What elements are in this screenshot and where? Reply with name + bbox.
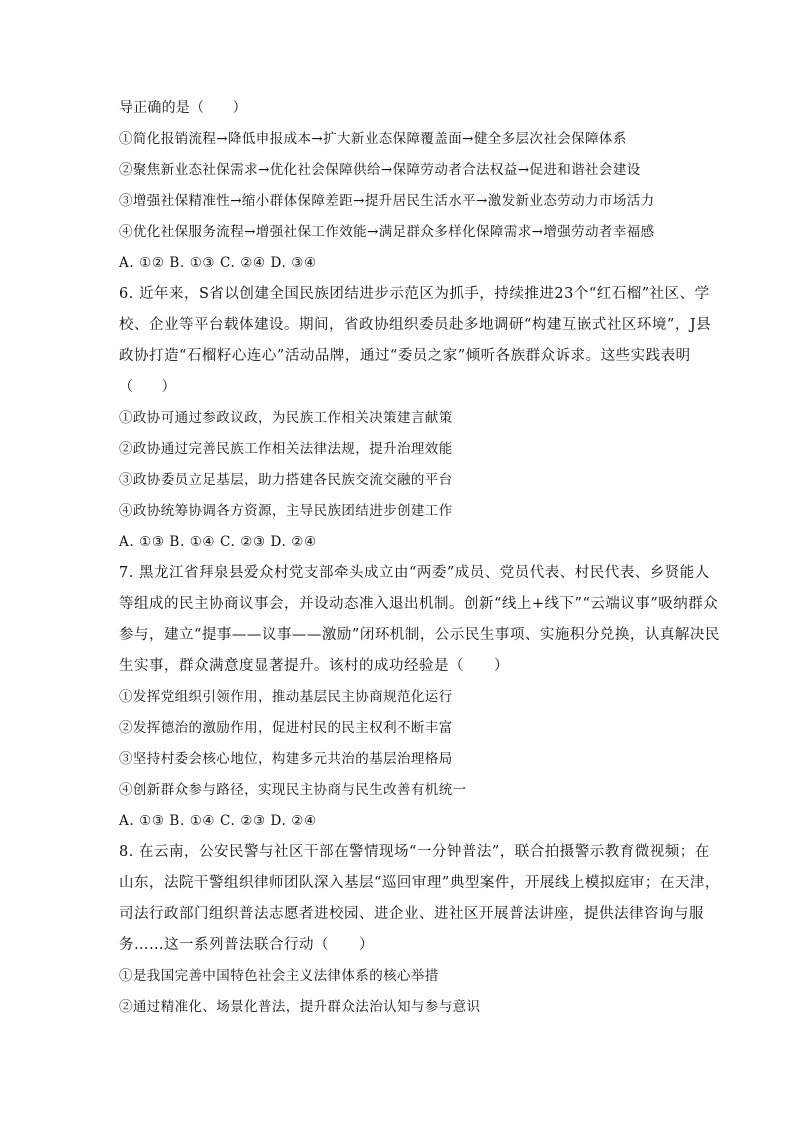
question-6-line: 政协打造“石榴籽心连心”活动品牌，通过“委员之家”倾听各族群众诉求。这些实践表明 bbox=[119, 348, 691, 364]
option-line: ①是我国完善中国特色社会主义法律体系的核心举措 bbox=[119, 968, 439, 984]
option-line: ②通过精准化、场景化普法，提升群众法治认知与参与意识 bbox=[119, 999, 481, 1015]
option-line: ③坚持村委会核心地位，构建多元共治的基层治理格局 bbox=[119, 751, 453, 767]
option-line: ④政协统筹协调各方资源，主导民族团结进步创建工作 bbox=[119, 503, 453, 519]
question-7-line: 参与，建立“提事——议事——激励”闭环机制，公示民生事项、实施积分兑换，认真解决民 bbox=[119, 627, 720, 643]
question-6-line: （ ） bbox=[119, 379, 176, 395]
question-6-line: 6. 近年来，S省以创建全国民族团结进步示范区为抓手，持续推进23个“红石榴”社区、学 bbox=[119, 286, 710, 302]
option-line: ②政协通过完善民族工作相关法律法规，提升治理效能 bbox=[119, 441, 453, 457]
option-line: ④优化社保服务流程→增强社保工作效能→满足群众多样化保障需求→增强劳动者幸福感 bbox=[119, 224, 655, 240]
option-line: ①简化报销流程→降低申报成本→扩大新业态保障覆盖面→健全多层次社会保障体系 bbox=[119, 131, 627, 147]
question-7-line: 生实事，群众满意度显著提升。该村的成功经验是（ ） bbox=[119, 658, 509, 674]
option-line: ③政协委员立足基层，助力搭建各民族交流交融的平台 bbox=[119, 472, 453, 488]
answer-choices: A. ①③ B. ①④ C. ②③ D. ②④ bbox=[119, 534, 317, 550]
option-line: ③增强社保精准性→缩小群体保障差距→提升居民生活水平→激发新业态劳动力市场活力 bbox=[119, 193, 655, 209]
option-line: ④创新群众参与路径，实现民主协商与民生改善有机统一 bbox=[119, 782, 467, 798]
option-line: ②聚焦新业态社保需求→优化社会保障供给→保障劳动者合法权益→促进和谐社会建设 bbox=[119, 162, 641, 178]
question-stem-continuation: 导正确的是（ ） bbox=[119, 100, 247, 116]
question-8-line: 8. 在云南，公安民警与社区干部在警情现场“一分钟普法”，联合拍摄警示教育微视频；在 bbox=[119, 844, 710, 860]
question-8-line: 司法行政部门组织普法志愿者进校园、进企业、进社区开展普法讲座，提供法律咨询与服 bbox=[119, 906, 704, 922]
option-line: ②发挥德治的激励作用，促进村民的民主权利不断丰富 bbox=[119, 720, 453, 736]
document-page bbox=[119, 98, 720, 1028]
answer-choices: A. ①② B. ①③ C. ②④ D. ③④ bbox=[119, 255, 317, 271]
question-7-line: 7. 黑龙江省拜泉县爱众村党支部牵头成立由“两委”成员、党员代表、村民代表、乡贤能人 bbox=[119, 565, 710, 581]
option-line: ①政协可通过参政议政，为民族工作相关决策建言献策 bbox=[119, 410, 453, 426]
question-7-line: 等组成的民主协商议事会，并设动态准入退出机制。创新“线上+线下”“云端议事”吸纳群众 bbox=[119, 596, 719, 612]
question-8-line: 务……这一系列普法联合行动（ ） bbox=[119, 937, 374, 953]
question-6-line: 校、企业等平台载体建设。期间，省政协组织委员赴多地调研“构建互嵌式社区环境”，J县 bbox=[119, 317, 712, 333]
answer-choices: A. ①③ B. ①④ C. ②③ D. ②④ bbox=[119, 813, 317, 829]
question-8-line: 山东，法院干警组织律师团队深入基层“巡回审理”典型案件，开展线上模拟庭审；在天津， bbox=[119, 875, 720, 891]
option-line: ①发挥党组织引领作用，推动基层民主协商规范化运行 bbox=[119, 689, 453, 705]
